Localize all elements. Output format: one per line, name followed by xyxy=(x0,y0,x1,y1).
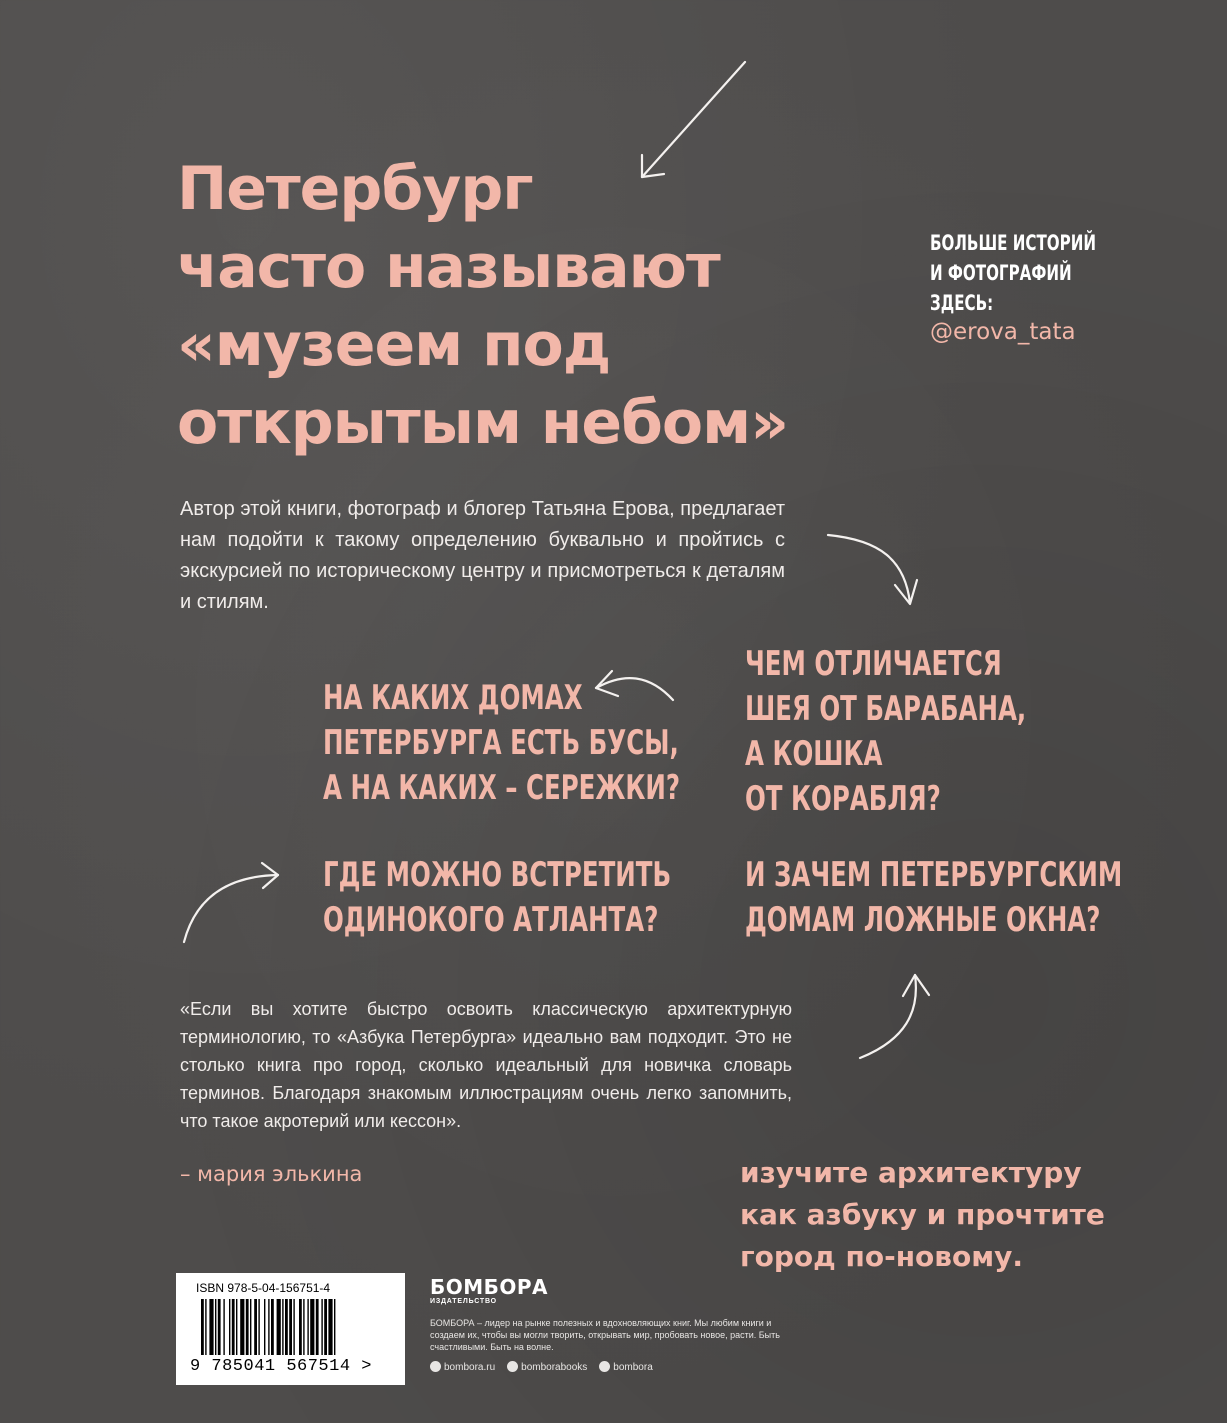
question-line: ПЕТЕРБУРГА ЕСТЬ БУСЫ, xyxy=(323,723,679,763)
headline xyxy=(177,150,897,462)
barcode-bar xyxy=(205,1299,206,1355)
website-link[interactable] xyxy=(430,1361,495,1373)
barcode-bar xyxy=(303,1299,304,1355)
barcode-bar xyxy=(307,1299,308,1355)
link-label: bombora.ru xyxy=(444,1362,496,1373)
barcode-bars xyxy=(201,1299,381,1355)
social-link[interactable] xyxy=(599,1361,652,1373)
barcode-bar xyxy=(209,1299,213,1355)
barcode-bar xyxy=(223,1299,224,1355)
question-block xyxy=(323,676,819,811)
intro-paragraph: Автор этой книги, фотограф и блогер Татьяна Ерова, предлагает нам подойти к такому определению буквально и пройтись с экскурсией по историческому центру и присмотреться к деталям и стилям. xyxy=(180,498,785,613)
arrow-curve-right-icon xyxy=(184,863,278,942)
question-line: А КОШКА xyxy=(745,734,883,774)
link-label: bombora xyxy=(613,1362,653,1373)
social-line: ЗДЕСЬ: xyxy=(930,291,994,315)
barcode-bar xyxy=(299,1299,302,1355)
question-line: НА КАКИХ ДОМАХ xyxy=(323,678,583,718)
barcode-bar xyxy=(240,1299,244,1355)
barcode-bar xyxy=(201,1299,204,1355)
barcode-bar xyxy=(250,1299,251,1355)
barcode-bar xyxy=(218,1299,221,1355)
barcode-bar xyxy=(215,1299,216,1355)
headline-line: Петербург xyxy=(177,154,533,224)
barcode-bar xyxy=(246,1299,249,1355)
barcode-bar xyxy=(268,1299,269,1355)
social-line: И ФОТОГРАФИЙ xyxy=(930,261,1072,285)
question-line: ОТ КОРАБЛЯ? xyxy=(745,779,941,819)
headline-line: открытым небом» xyxy=(177,388,788,458)
barcode-bar xyxy=(334,1299,335,1355)
barcode-bar xyxy=(229,1299,230,1355)
publisher-subtitle: ИЗДАТЕЛЬСТВО xyxy=(430,1298,497,1305)
arrow-curve-down-icon xyxy=(828,535,917,604)
barcode-bar xyxy=(258,1299,259,1355)
social-media-icon xyxy=(599,1361,610,1372)
question-line: ДОМАМ ЛОЖНЫЕ ОКНА? xyxy=(745,900,1101,940)
cta-line: как азбуку и прочтите xyxy=(740,1198,1105,1231)
arrow-curve-up-icon xyxy=(860,975,929,1058)
social-handle-link[interactable]: @erova_tata xyxy=(930,319,1076,345)
vk-icon xyxy=(507,1361,518,1372)
question-line: А НА КАКИХ – СЕРЕЖКИ? xyxy=(323,768,681,808)
barcode-digits: 9 785041 567514 > xyxy=(190,1357,372,1376)
cta-line: изучите архитектуру xyxy=(740,1156,1082,1189)
question-line: ГДЕ МОЖНО ВСТРЕТИТЬ xyxy=(323,855,672,895)
social-block xyxy=(930,228,1161,345)
barcode-bar xyxy=(293,1299,294,1355)
barcode-bar xyxy=(321,1299,322,1355)
barcode-bar xyxy=(271,1299,274,1355)
cta-line: город по-новому. xyxy=(740,1240,1024,1273)
barcode-bar xyxy=(282,1299,283,1355)
question-block xyxy=(323,853,807,943)
isbn-label: ISBN 978-5-04-156751-4 xyxy=(196,1281,331,1295)
barcode-bar xyxy=(254,1299,257,1355)
review-quote: «Если вы хотите быстро освоить классическую архитектурную терминологию, то «Азбука Петербурга» идеально вам подходит. Это не столько книга про город, сколько идеальный для новичка словарь терминов. Благодаря знакомым иллюстрациям очень легко запомнить, что такое акротерий или кессон». xyxy=(180,999,792,1131)
question-line: ШЕЯ ОТ БАРАБАНА, xyxy=(745,689,1027,729)
question-line: И ЗАЧЕМ ПЕТЕРБУРГСКИМ xyxy=(745,855,1123,895)
globe-icon xyxy=(430,1361,441,1372)
barcode-bar xyxy=(232,1299,235,1355)
publisher-logo: БОМБОРА xyxy=(430,1275,549,1299)
barcode-bar xyxy=(328,1299,332,1355)
call-to-action xyxy=(740,1152,1160,1278)
barcode xyxy=(176,1273,405,1385)
link-label: bomborabooks xyxy=(521,1362,588,1373)
barcode-bar xyxy=(310,1299,314,1355)
barcode-bar xyxy=(289,1299,292,1355)
headline-line: «музеем под xyxy=(177,310,611,380)
quote-author: – мария элькина xyxy=(180,1162,363,1186)
barcode-bar xyxy=(264,1299,265,1355)
barcode-bar xyxy=(324,1299,327,1355)
publisher-block xyxy=(430,1276,790,1373)
headline-line: часто называют xyxy=(177,232,720,302)
question-line: ЧЕМ ОТЛИЧАЕТСЯ xyxy=(745,644,1002,684)
publisher-links xyxy=(430,1361,790,1373)
vk-link[interactable] xyxy=(507,1361,587,1373)
question-line: ОДИНОКОГО АТЛАНТА? xyxy=(323,900,659,940)
barcode-bar xyxy=(285,1299,288,1355)
social-line: БОЛЬШЕ ИСТОРИЙ xyxy=(930,231,1097,255)
question-block xyxy=(745,853,1227,943)
barcode-bar xyxy=(236,1299,237,1355)
barcode-bar xyxy=(277,1299,281,1355)
publisher-description: БОМБОРА – лидер на рынке полезных и вдохновляющих книг. Мы любим книги и создаем их, чтобы вы могли творить, открывать мир, пробовать новое, расти. Быть счастливыми. Быть на волне. xyxy=(430,1318,780,1352)
barcode-bar xyxy=(316,1299,319,1355)
